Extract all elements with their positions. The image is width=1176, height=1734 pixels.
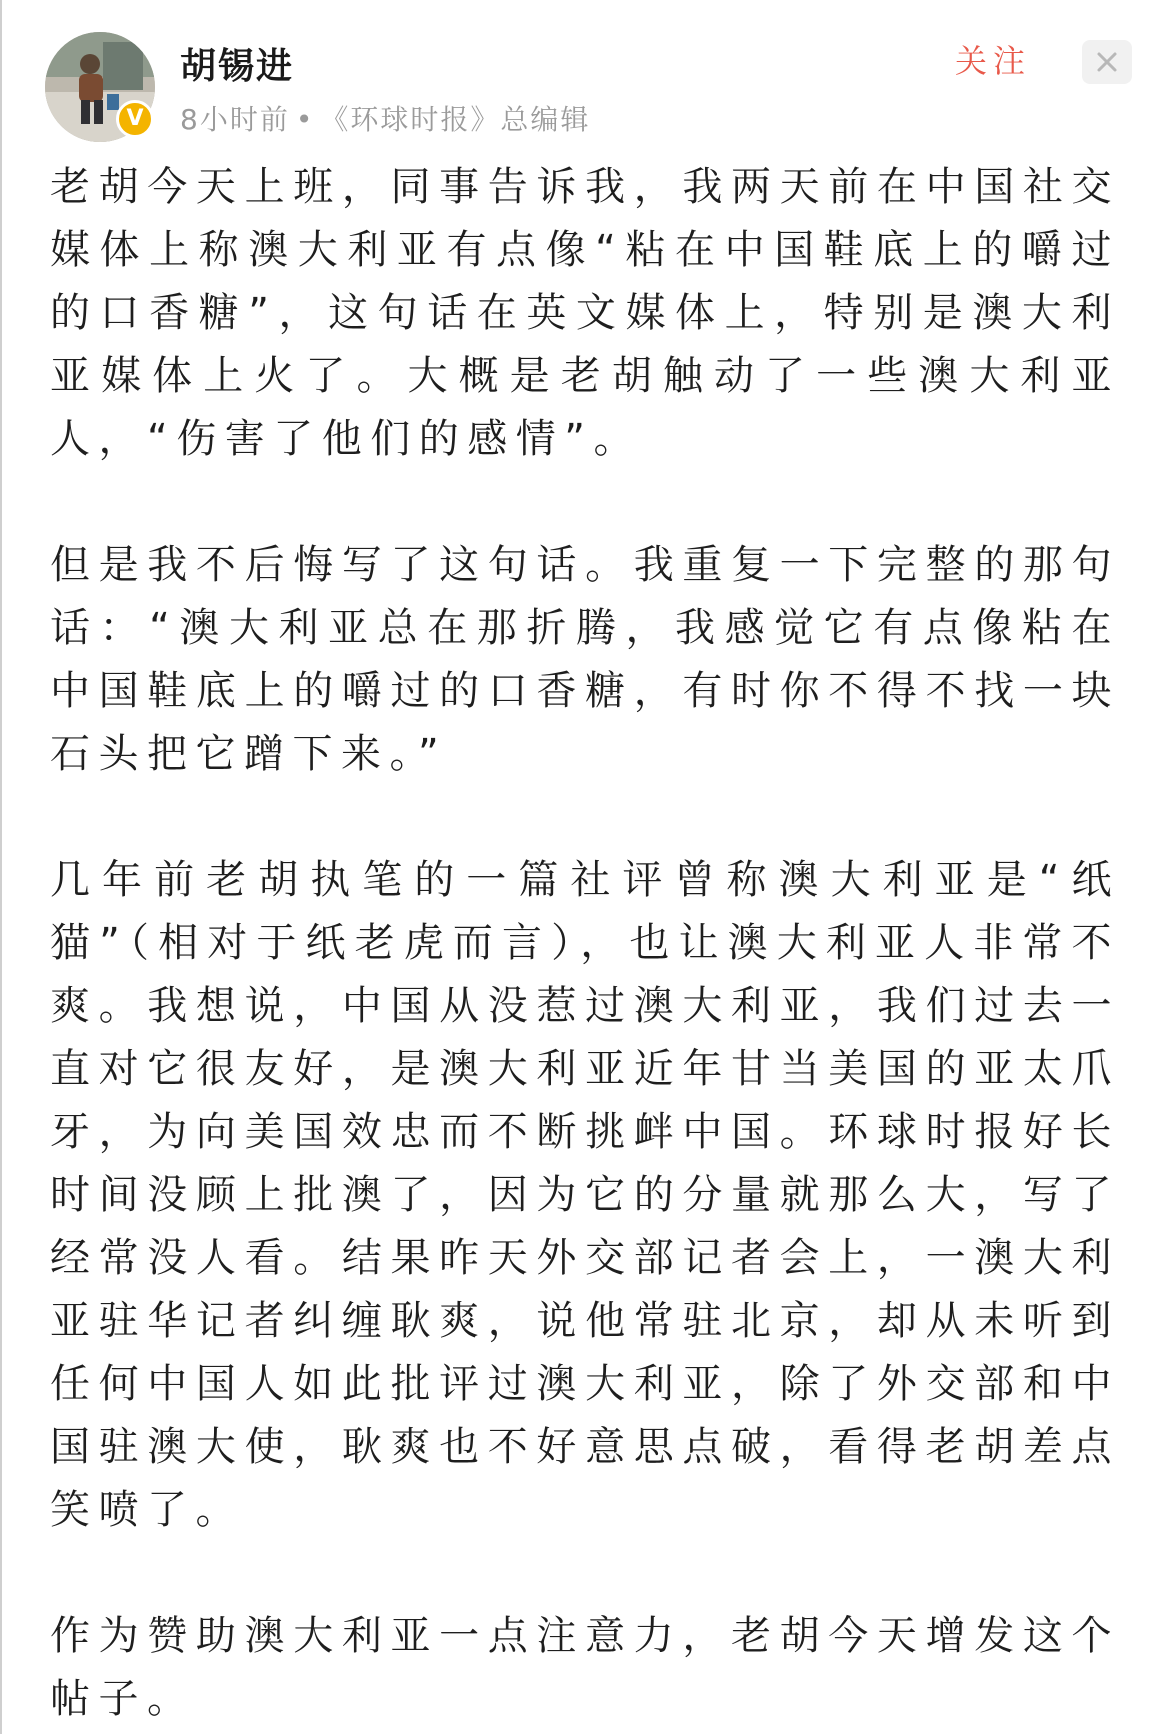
author-title: 《环球时报》总编辑 (320, 103, 591, 136)
post-paragraph-3: 几年前老胡执笔的一篇社评曾称澳大利亚是“纸猫”（相对于纸老虎而言），也让澳大利亚人非常不爽。我想说，中国从没惹过澳大利亚，我们过去一直对它很友好，是澳大利亚近年甘当美国的亚太爪牙，为向美国效忠而不断挑衅中国。环球时报好长时间没顾上批澳了，因为它的分量就那么大，写了经常没人看。结果昨天外交部记者会上，一澳大利亚驻华记者纠缠耿爽，说他常驻北京，却从未听到任何中国人如此批评过澳大利亚，除了外交部和中国驻澳大使，耿爽也不好意思点破，看得老胡差点笑喷了。 (50, 857, 1120, 1533)
verified-badge-icon: V (116, 100, 154, 138)
post-paragraph-4: 作为赞助澳大利亚一点注意力，老胡今天增发这个帖子。 (50, 1613, 1120, 1722)
meta-separator: • (295, 103, 315, 136)
post-paragraph-1: 老胡今天上班，同事告诉我，我两天前在中国社交媒体上称澳大利亚有点像“粘在中国鞋底上的嚼过的口香糖”，这句话在英文媒体上，特别是澳大利亚媒体上火了。大概是老胡触动了一些澳大利亚人，“伤害了他们的感情”。 (50, 164, 1120, 462)
close-button[interactable] (1082, 40, 1132, 84)
close-icon (1094, 49, 1120, 75)
post-header (0, 0, 1176, 150)
post-content (50, 156, 1120, 1731)
author-name[interactable]: 胡锡进 (180, 46, 295, 87)
post-paragraph-2: 但是我不后悔写了这句话。我重复一下完整的那句话：“澳大利亚总在那折腾，我感觉它有点像粘在中国鞋底上的嚼过的口香糖，有时你不得不找一块石头把它蹭下来。” (50, 542, 1120, 777)
follow-button[interactable]: 关注 (954, 42, 1031, 80)
post-meta (180, 98, 590, 138)
post-time: 8小时前 (180, 103, 290, 136)
page-left-border (0, 0, 2, 1734)
